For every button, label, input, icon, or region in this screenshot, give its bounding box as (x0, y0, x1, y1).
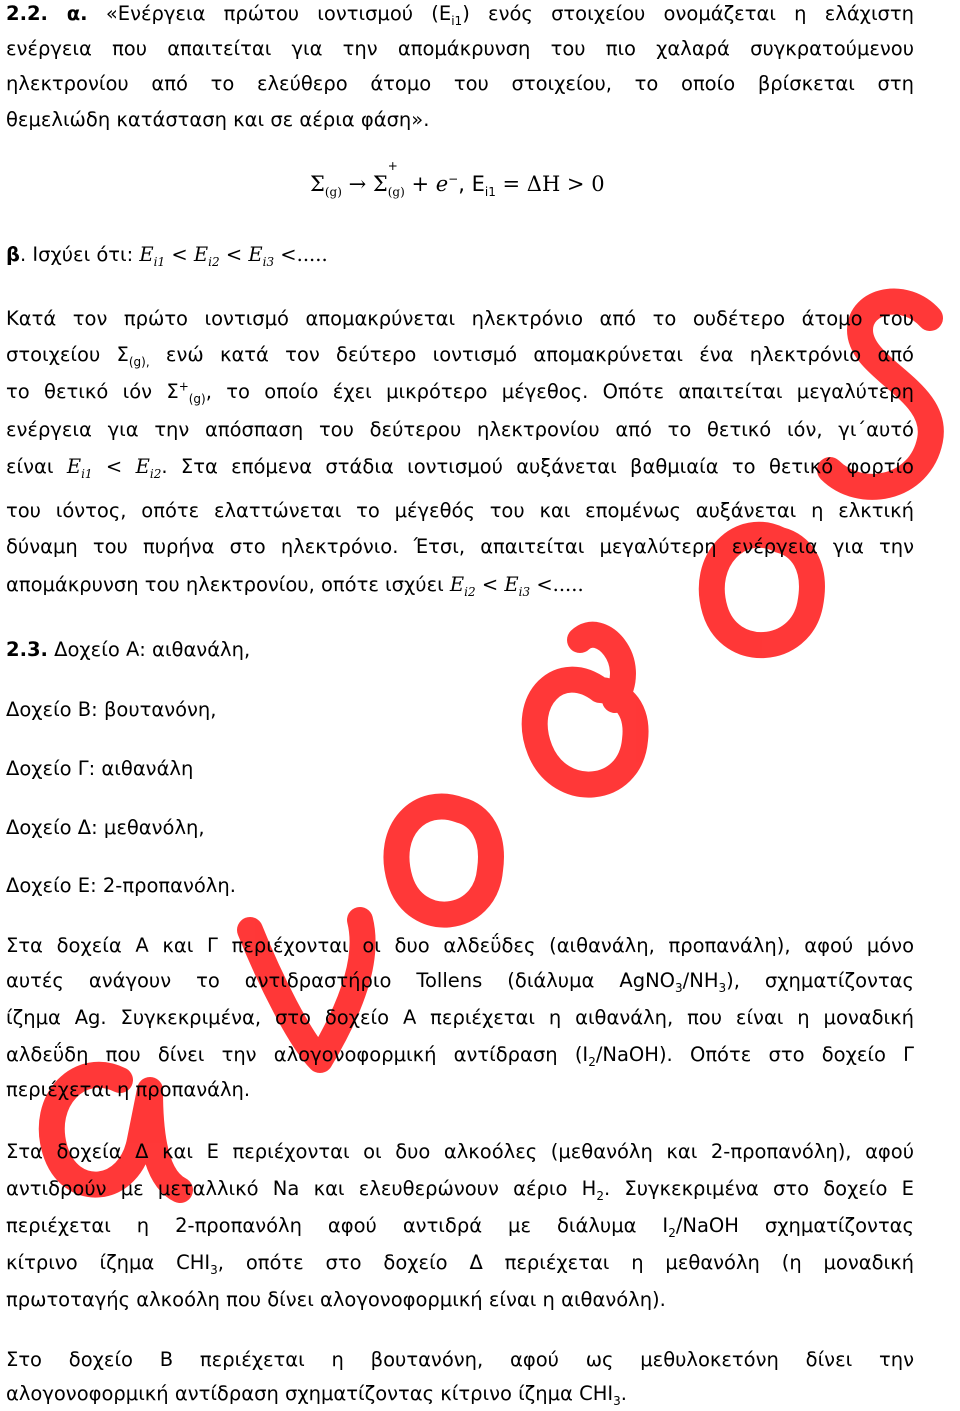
para1-text-rest: ) ενός στοιχείου ονομάζεται η ελάχιστη (462, 2, 915, 25)
para2-l2b: ενώ κατά τον δεύτερο ιοντισμό απομακρύνεται ένα ηλεκτρόνιο από (149, 343, 914, 366)
ionization-equation: $\Sigma_{(g)} \to \Sigma$ + $_{(g)}$ + e−, $E_{i1} = \Delta H > 0$ (310, 159, 605, 200)
para2-lt: < (92, 455, 136, 478)
para1-line2: ενέργεια που απαιτείται για την απομάκρυνση του πιο χαλαρά συγκρατούμενου (6, 37, 914, 60)
para4-l2a: αντιδρούν με μεταλλικό Na και ελευθερώνουν αέριο H (6, 1177, 597, 1200)
para2-E4: E (504, 573, 519, 596)
beta-E2: E (193, 243, 209, 266)
para2-l2-sub: (g), (128, 354, 150, 369)
para4-line1: Στα δοχεία Δ και Ε περιέχονται οι δυο αλκοόλες (μεθανόλη και 2-προπανόλη), αφού (6, 1140, 914, 1163)
para2-i2: i2 (149, 466, 162, 481)
para4-l2b: . Συγκεκριμένα στο δοχείο Ε (603, 1177, 914, 1200)
eq-g-ion: (g) (387, 185, 405, 200)
para2-line7: δύναμη του πυρήνα στο ηλεκτρόνιο. Έτσι, απαιτείται μεγαλύτερη ενέργεια για την (6, 535, 914, 558)
para3-l4b: /NaOH). Οπότε στο δοχείο Γ (595, 1043, 914, 1066)
eq-sigma-ion: Σ (372, 172, 388, 196)
beta-label: β (6, 243, 20, 266)
eq-delta-h: = ΔH > 0 (495, 172, 605, 196)
para3-sub-2: 2 (588, 1054, 596, 1069)
para3-sub-3b: 3 (718, 980, 727, 995)
beta-dots: <..... (274, 243, 328, 266)
eq-arrow: → (348, 172, 367, 196)
para2-E2: E (135, 455, 150, 478)
container-b: Δοχείο Β: βουτανόνη, (6, 698, 217, 721)
para3-line1: Στα δοχεία Α και Γ περιέχονται οι δυο αλδεΰδες (αιθανάλη, προπανάλη), αφού μόνο (6, 934, 914, 957)
container-d: Δοχείο Δ: μεθανόλη, (6, 816, 205, 839)
para3-line4 (6, 1043, 914, 1067)
para4-line4 (6, 1251, 914, 1275)
para2-l2a: στοιχείου Σ (6, 343, 129, 366)
para2-i2b: i2 (464, 584, 476, 599)
beta-lt2: < (219, 243, 249, 266)
para3-l2b: /NH (682, 969, 719, 992)
section-2-2-alpha: 2.2. α. (6, 2, 88, 25)
para4-l4b: , οπότε στο δοχείο Δ περιέχεται η μεθανόλη (η μοναδική (217, 1251, 914, 1274)
para5-line1: Στο δοχείο Β περιέχεται η βουτανόνη, αφού ως μεθυλοκετόνη δίνει την (6, 1348, 914, 1371)
beta-line (6, 243, 328, 267)
beta-E3: E (248, 243, 263, 266)
para2-line6: του ιόντος, οπότε ελαττώνεται το μέγεθός του και επομένως αυξάνεται η ελκτική (6, 499, 914, 522)
para2-i1: i1 (81, 466, 93, 481)
para1-line4: θεμελιώδη κατάσταση και σε αέρια φάση». (6, 108, 430, 131)
para2-line8 (6, 573, 584, 597)
para2-dots: <..... (530, 573, 584, 596)
para3-l2c: ), σχηματίζοντας (726, 969, 914, 992)
para4-l3b: /NaOH σχηματίζοντας (675, 1214, 914, 1237)
beta-i1: i1 (153, 254, 166, 269)
para2-l3-sub: (g) (188, 391, 206, 406)
para5-sub-3: 3 (613, 1393, 621, 1408)
subscript-i1: i1 (451, 13, 463, 28)
para2-E1: E (66, 455, 82, 478)
para4-sub-3: 3 (210, 1262, 218, 1277)
para2-i3: i3 (518, 584, 531, 599)
para2-E3: E (449, 573, 465, 596)
para4-l4a: κίτρινο ίζημα CHI (6, 1251, 211, 1274)
para2-l3b: , το οποίο έχει μικρότερο μέγεθος. Οπότε απαιτείται μεγαλύτερη (205, 380, 914, 403)
para4-l3a: περιέχεται η 2-προπανόλη αφού αντιδρά με διάλυμα I (6, 1214, 669, 1237)
eq-electron: + e (404, 172, 449, 196)
beta-lt1: < (165, 243, 194, 266)
para3-line2 (6, 969, 914, 993)
beta-text: . Ισχύει ότι: (19, 243, 140, 266)
para2-line3 (6, 380, 914, 404)
para2-line2 (6, 343, 914, 367)
eq-sigma: Σ (310, 172, 325, 196)
para3-line5: περιέχεται η προπανάλη. (6, 1078, 251, 1101)
para1-text: «Ενέργεια πρώτου ιοντισμού (E (87, 2, 452, 25)
para2-l5b: . Στα επόμενα στάδια ιοντισμού αυξάνεται βαθμιαία το θετικό φορτίο (161, 455, 914, 478)
watermark-o-2 (396, 806, 491, 914)
para5-l2a: αλογονοφορμική αντίδραση σχηματίζοντας κίτρινο ίζημα CHI (6, 1382, 614, 1405)
para2-l3-sup: + (178, 379, 189, 394)
para2-line4: ενέργεια για την απόσπαση του δεύτερου ηλεκτρονίου από το θετικό ιόν, γι΄αυτό (6, 418, 914, 441)
para1-line3: ηλεκτρονίου από το ελεύθερο άτομο του στοιχείου, το οποίο βρίσκεται στη (6, 72, 914, 95)
para4-sub-2a: 2 (596, 1188, 604, 1203)
beta-i2: i2 (208, 254, 220, 269)
para2-l8a: απομάκρυνση του ηλεκτρονίου, οπότε ισχύει (6, 573, 450, 596)
watermark-delta (535, 635, 636, 785)
para2-l3a: το θετικό ιόν Σ (6, 380, 179, 403)
container-a: Δοχείο Α: αιθανάλη, (47, 638, 251, 661)
para5-l2b: . (620, 1382, 627, 1405)
para3-line3: ίζημα Ag. Συγκεκριμένα, στο δοχείο Α περιέχεται η αιθανάλη, που είναι η μοναδική (6, 1006, 914, 1029)
para2-line5 (6, 455, 914, 479)
para3-l2a: αυτές ανάγουν το αντιδραστήριο Tollens (διάλυμα AgNO (6, 969, 676, 992)
container-g: Δοχείο Γ: αιθανάλη (6, 757, 194, 780)
para2-l5a: είναι (6, 455, 67, 478)
eq-minus-sup: − (448, 172, 459, 186)
para5-line2 (6, 1382, 627, 1406)
eq-E: , E (458, 172, 485, 196)
para4-line3 (6, 1214, 914, 1238)
para4-sub-2b: 2 (668, 1225, 676, 1240)
eq-i1: i1 (484, 185, 496, 200)
para4-line5: πρωτοταγής αλκοόλη που δίνει αλογονοφορμική είναι η αιθανόλη). (6, 1288, 666, 1311)
container-e: Δοχείο Ε: 2-προπανόλη. (6, 874, 236, 897)
para2-lt2: < (475, 573, 505, 596)
para2-line1: Κατά τον πρώτο ιοντισμό απομακρύνεται ηλεκτρόνιο από το ουδέτερο άτομο του (6, 307, 914, 330)
para3-sub-3a: 3 (675, 980, 683, 995)
beta-E1: E (139, 243, 154, 266)
para1-line1 (6, 2, 914, 26)
section-2-3-line1 (6, 638, 250, 662)
para4-line2 (6, 1177, 914, 1201)
para3-l4a: αλδεΰδη που δίνει την αλογονοφορμική αντίδραση (I (6, 1043, 589, 1066)
beta-i3: i3 (262, 254, 275, 269)
section-2-3-number: 2.3. (6, 638, 48, 661)
eq-g: (g) (324, 185, 342, 200)
